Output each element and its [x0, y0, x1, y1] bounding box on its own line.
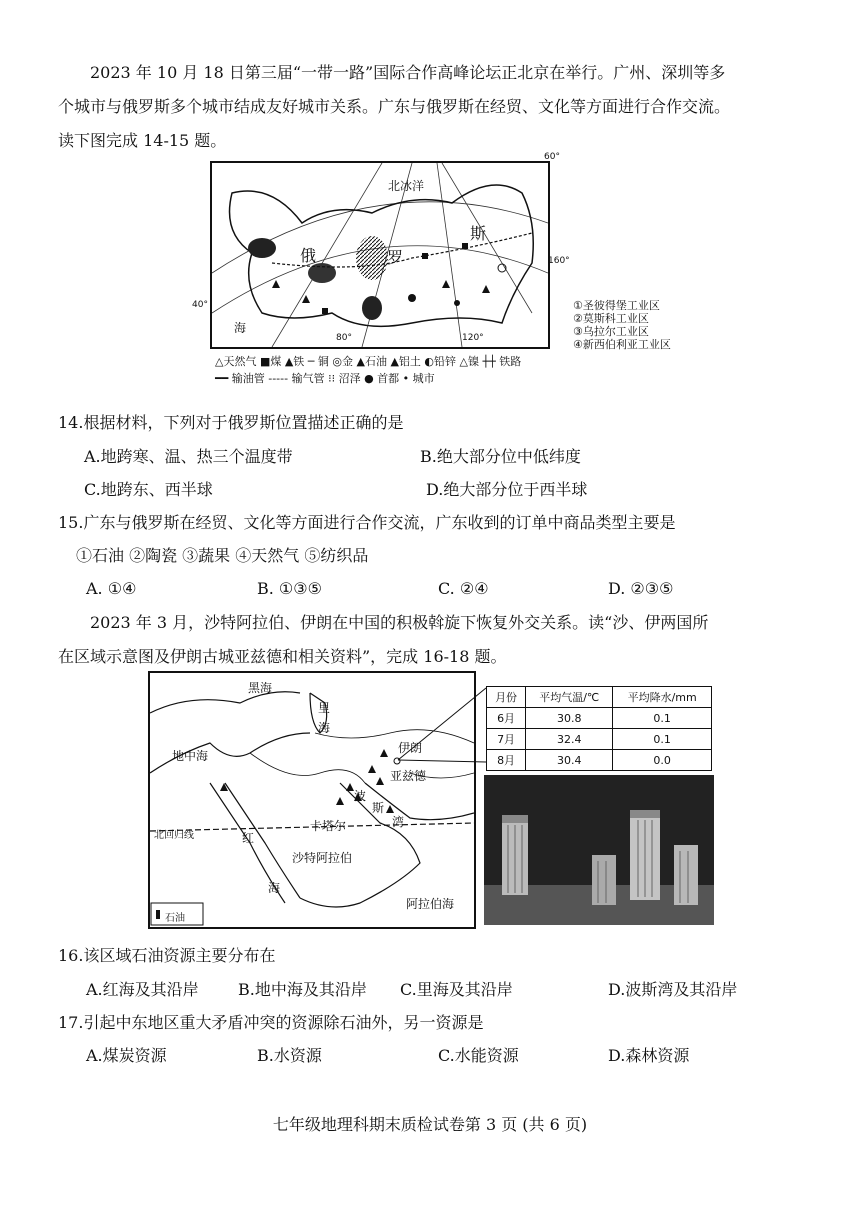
saudi-arabia-label: 沙特阿拉伯 [292, 851, 353, 865]
qatar-label: 卡塔尔 [310, 819, 347, 833]
q14-option-d: D.绝大部分位于西半球 [426, 480, 588, 499]
gulf-label-2: 斯 [372, 801, 385, 815]
q17-option-d: D.森林资源 [608, 1046, 690, 1065]
table-cell: 0.0 [613, 750, 712, 771]
red-sea-label-1: 红 [242, 831, 255, 845]
table-row [487, 729, 712, 750]
q15-stem: 15.广东与俄罗斯在经贸、文化等方面进行合作交流，广东收到的订单中商品类型主要是 [58, 513, 676, 532]
iran-label: 伊朗 [398, 741, 423, 755]
red-sea-label-2: 海 [268, 881, 281, 895]
q16-option-a: A.红海及其沿岸 [86, 980, 199, 999]
caspian-sea-label-1: 里 [318, 701, 331, 715]
map-legend-row2: ━━ 输油管 ----- 输气管 ⁝⁝ 沼泽 ● 首都 • 城市 [215, 372, 435, 385]
q14-option-b: B.绝大部分位中低纬度 [420, 447, 581, 466]
q17-option-a: A.煤炭资源 [86, 1046, 167, 1065]
windtower-drawing [484, 775, 714, 925]
lat-60-label: 60° [544, 152, 560, 162]
q16-option-c: C.里海及其沿岸 [400, 980, 513, 999]
table-cell: 0.1 [613, 708, 712, 729]
q14-option-c: C.地跨东、西半球 [84, 480, 213, 499]
longitude-120-label: 120° [462, 333, 484, 343]
pointer-lines [390, 678, 490, 768]
oil-legend-label: 石油 [165, 913, 185, 924]
russia-label-2: 罗 [387, 248, 404, 267]
intro2-line2: 在区域示意图及伊朗古城亚兹德和相关资料”，完成 16-18 题。 [58, 647, 507, 666]
q14-option-a: A.地跨寒、温、热三个温度带 [84, 447, 293, 466]
q17-stem: 17.引起中东地区重大矛盾冲突的资源除石油外，另一资源是 [58, 1013, 484, 1032]
table-header-cell: 平均降水/mm [613, 687, 712, 708]
table-cell: 30.4 [526, 750, 613, 771]
black-sea-label: 黑海 [248, 681, 273, 695]
zone-1: ①圣彼得堡工业区 [573, 299, 660, 312]
gulf-label-1: 波 [354, 789, 367, 803]
table-cell: 30.8 [526, 708, 613, 729]
gulf-label-3: 湾 [392, 815, 405, 829]
q16-stem: 16.该区域石油资源主要分布在 [58, 946, 276, 965]
q17-option-c: C.水能资源 [438, 1046, 519, 1065]
tropic-label: 北回归线 [154, 830, 194, 841]
q15-option-d: D. ②③⑤ [608, 579, 674, 598]
russia-label-1: 俄 [300, 246, 317, 265]
q15-option-a: A. ①④ [86, 579, 137, 598]
caspian-sea-label-2: 海 [318, 721, 331, 735]
map-legend-row1: △天然气 ■煤 ▲铁 ─ 铜 ◎金 ▲石油 ▲铝土 ◐铅锌 △镍 ┼┼ 铁路 [215, 355, 522, 368]
table-row [487, 708, 712, 729]
q15-option-b: B. ①③⑤ [257, 579, 322, 598]
q16-option-b: B.地中海及其沿岸 [238, 980, 367, 999]
longitude-80-label: 80° [336, 333, 352, 343]
intro1-line2: 个城市与俄罗斯多个城市结成友好城市关系。广东与俄罗斯在经贸、文化等方面进行合作交流。 [58, 97, 731, 116]
zone-4: ④新西伯利亚工业区 [573, 338, 671, 351]
russia-map [210, 161, 550, 349]
q16-option-d: D.波斯湾及其沿岸 [608, 980, 738, 999]
table-cell: 0.1 [613, 729, 712, 750]
intro1-line3: 读下图完成 14-15 题。 [58, 131, 227, 150]
table-header-row [487, 687, 712, 708]
arctic-ocean-label: 北冰洋 [388, 179, 425, 193]
lon-160-label: 160° [548, 256, 570, 266]
lat-40-label: 40° [192, 300, 208, 310]
sea-label: 海 [234, 321, 247, 335]
table-cell: 32.4 [526, 729, 613, 750]
yazd-windtower-photo [484, 775, 714, 925]
table-header-cell: 月份 [487, 687, 526, 708]
zone-3: ③乌拉尔工业区 [573, 325, 649, 338]
q15-items: ①石油 ②陶瓷 ③蔬果 ④天然气 ⑤纺织品 [76, 546, 369, 565]
page-footer: 七年级地理科期末质检试卷第 3 页 (共 6 页) [272, 1115, 588, 1134]
q17-option-b: B.水资源 [257, 1046, 322, 1065]
table-cell: 8月 [487, 750, 526, 771]
table-cell: 6月 [487, 708, 526, 729]
table-row [487, 750, 712, 771]
table-cell: 7月 [487, 729, 526, 750]
arabian-sea-label: 阿拉伯海 [406, 897, 455, 911]
intro1-line1: 2023 年 10 月 18 日第三届“一带一路”国际合作高峰论坛正北京在举行。广州、深圳等多 [90, 63, 726, 82]
table-header-cell: 平均气温/℃ [526, 687, 613, 708]
zone-2: ②莫斯科工业区 [573, 312, 649, 325]
climate-table [486, 686, 712, 771]
q15-option-c: C. ②④ [438, 579, 489, 598]
russia-map-drawing [212, 163, 548, 347]
yazd-label: 亚兹德 [390, 769, 427, 783]
russia-label-3: 斯 [470, 224, 487, 243]
mediterranean-label: 地中海 [172, 749, 209, 763]
intro2-line1: 2023 年 3 月，沙特阿拉伯、伊朗在中国的积极斡旋下恢复外交关系。读“沙、伊两国所 [90, 613, 709, 632]
q14-stem: 14.根据材料，下列对于俄罗斯位置描述正确的是 [58, 413, 404, 432]
